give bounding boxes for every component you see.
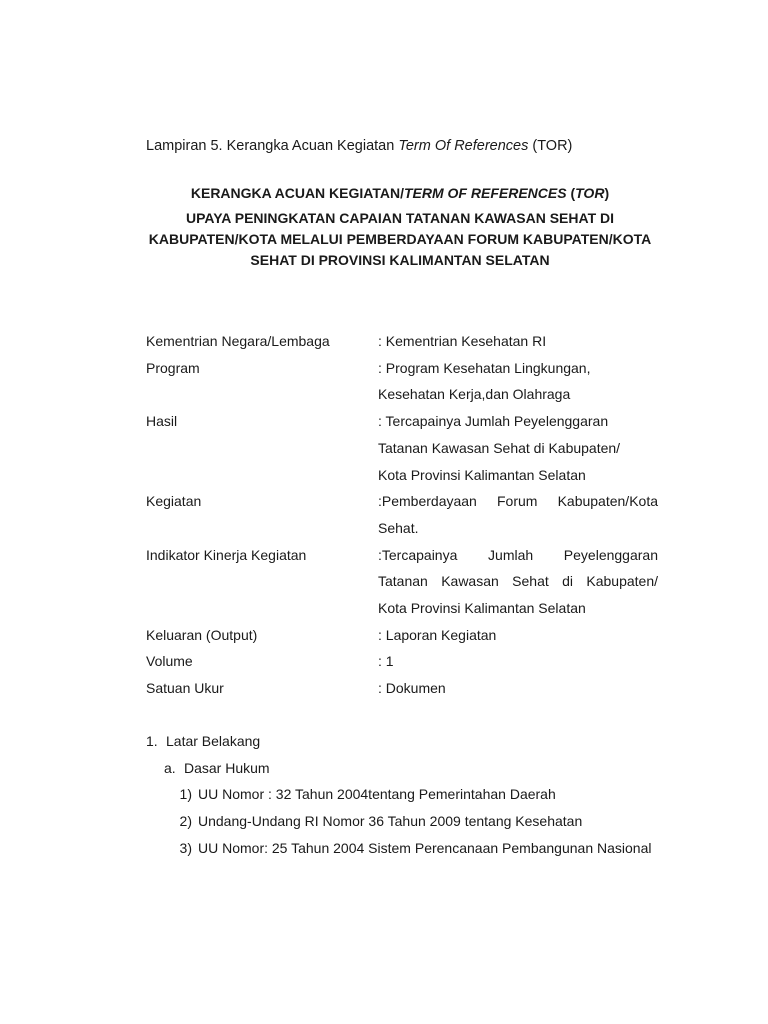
subsection-heading: [146, 755, 666, 782]
heading-italic: TERM OF REFERENCES: [403, 185, 567, 201]
meta-value-line: : Laporan Kegiatan: [378, 626, 497, 643]
meta-row-indicator: [146, 542, 658, 622]
title-line: UPAYA PENINGKATAN CAPAIAN TATANAN KAWASAN SEHAT DI: [185, 210, 615, 226]
meta-row-result: [146, 408, 658, 488]
meta-row-unit: [146, 675, 658, 702]
meta-label: Keluaran (Output): [146, 626, 258, 643]
title-line: SEHAT DI PROVINSI KALIMANTAN SELATAN: [250, 252, 550, 268]
meta-value-line: :Pemberdayaan Forum Kabupaten/Kota: [378, 493, 658, 510]
meta-value-line: : Program Kesehatan Lingkungan,: [378, 359, 591, 376]
meta-row-output: [146, 622, 658, 649]
meta-value: [378, 648, 658, 675]
meta-value: [378, 488, 658, 541]
meta-value: [378, 328, 658, 355]
document-heading: [140, 183, 660, 271]
title-line: KABUPATEN/KOTA MELALUI PEMBERDAYAAN FORUM KABUPATEN/KOTA: [148, 231, 652, 247]
meta-label: Kegiatan: [146, 493, 202, 510]
appendix-italic: Term Of References: [398, 138, 529, 154]
meta-row-program: [146, 355, 658, 408]
meta-label: Volume: [146, 653, 193, 670]
list-item: [146, 835, 666, 862]
section-heading: [146, 728, 666, 755]
heading-mid: (: [566, 185, 576, 201]
list-item: [146, 808, 666, 835]
meta-value-line: : Tercapainya Jumlah Peyelenggaran: [378, 413, 609, 430]
meta-value-line: Tatanan Kawasan Sehat di Kabupaten/: [378, 439, 621, 456]
meta-value-line: : 1: [378, 653, 394, 670]
appendix-suffix: (TOR): [528, 138, 573, 154]
meta-row-activity: [146, 488, 658, 541]
meta-label: Program: [146, 359, 200, 376]
meta-label: Kementrian Negara/Lembaga: [146, 333, 330, 349]
list-item-text: UU Nomor : 32 Tahun 2004tentang Pemerintahan Daerah: [198, 786, 556, 803]
meta-value: [378, 542, 658, 622]
section-number: 1.: [146, 733, 158, 749]
list-item-text: UU Nomor: 25 Tahun 2004 Sistem Perencanaan Pembangunan Nasional: [198, 839, 652, 856]
heading-italic-tor: TOR: [575, 185, 605, 201]
meta-value-line: Kota Provinsi Kalimantan Selatan: [378, 600, 586, 617]
heading-prefix: KERANGKA ACUAN KEGIATAN/: [190, 185, 404, 201]
heading-suffix: ): [604, 185, 610, 201]
meta-label: Satuan Ukur: [146, 680, 224, 697]
activity-info-table: [146, 328, 658, 702]
list-item: [146, 781, 666, 808]
meta-value: [378, 355, 658, 408]
meta-label: Hasil: [146, 413, 178, 430]
meta-value: [378, 675, 658, 702]
list-item-number: 3): [179, 839, 192, 856]
meta-row-volume: [146, 648, 658, 675]
heading-line-1: [140, 183, 660, 204]
meta-value: [378, 408, 658, 488]
list-item-number: 2): [179, 813, 192, 830]
meta-value-line: Tatanan Kawasan Sehat di Kabupaten/: [378, 573, 658, 590]
meta-label: Indikator Kinerja Kegiatan: [146, 546, 307, 563]
meta-value-line: : Kementrian Kesehatan RI: [378, 333, 547, 349]
meta-value: [378, 622, 658, 649]
meta-row-ministry: [146, 328, 658, 355]
section-title: Latar Belakang: [166, 733, 261, 749]
list-item-text: Undang-Undang RI Nomor 36 Tahun 2009 tentang Kesehatan: [198, 813, 583, 830]
meta-value-line: :Tercapainya Jumlah Peyelenggaran: [378, 546, 658, 563]
subsection-number: a.: [164, 759, 176, 776]
meta-value-line: Kesehatan Kerja,dan Olahraga: [378, 386, 571, 403]
meta-value-line: Kota Provinsi Kalimantan Selatan: [378, 466, 586, 483]
meta-value-line: Sehat.: [378, 519, 419, 536]
list-item-number: 1): [179, 786, 192, 803]
subsection-title: Dasar Hukum: [184, 759, 270, 776]
section-outline: [146, 728, 666, 862]
appendix-prefix: Lampiran 5. Kerangka Acuan Kegiatan: [146, 138, 399, 154]
appendix-caption: [146, 138, 572, 154]
meta-value-line: : Dokumen: [378, 680, 446, 697]
